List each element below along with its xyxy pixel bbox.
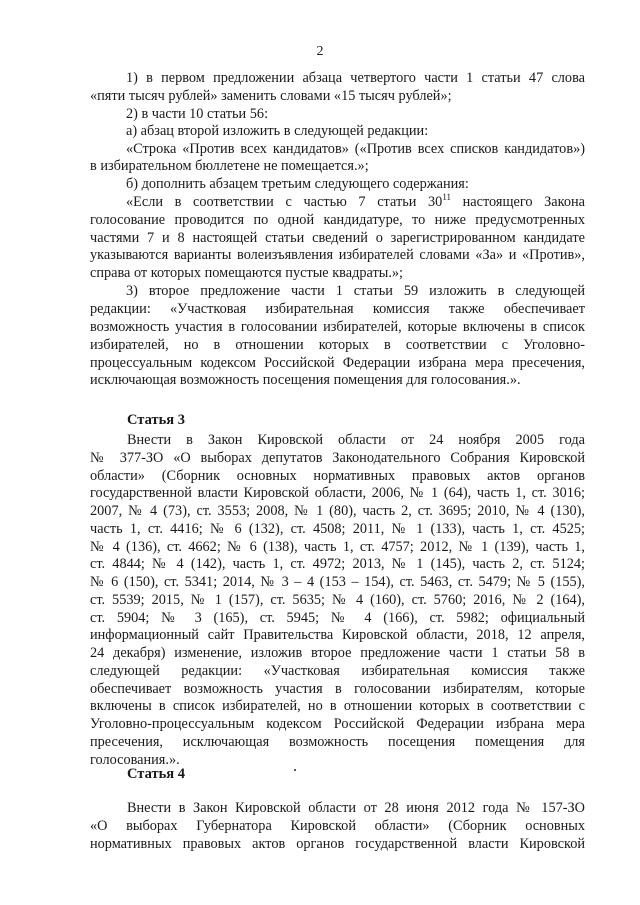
item2-quote2-line5: справа от которых помещаются пустые квадраты.»; — [90, 265, 404, 281]
article3-heading: Статья 3 — [127, 412, 185, 428]
item2-quote2-line1: «Если в соответствии с частью 7 статьи $30^{11}$ настоящего Закона — [126, 192, 585, 210]
text-line: следующей редакции: «Участковая избирательная комиссия также — [90, 662, 585, 679]
text-line: пресечения, исключающая возможность посещения помещения для — [90, 733, 585, 750]
text-line: государственной власти Кировской области, 2006, № 1 (64), часть 1, ст. 3016; — [90, 485, 585, 502]
text-line: ст. 5904; № 3 (165), ст. 5945; № 4 (166), ст. 5982; официальный — [90, 609, 585, 626]
text-line: области» (Сборник основных нормативных правовых актов органов — [90, 467, 585, 484]
item1-line1: 1) в первом предложении абзаца четвертого части 1 статьи 47 слова — [126, 70, 585, 86]
item2-quote2-line4: указываются варианты волеизъявления избирателей словами «За» и «Против», — [90, 247, 585, 263]
article4-heading: Статья 4 — [127, 766, 185, 782]
text-line: «О выборах Губернатора Кировской области» (Сборник основных — [90, 818, 585, 834]
text-line: № 4 (136), ст. 4662; № 6 (138), часть 1, ст. 4757; 2012, № 1 (139), часть 1, — [90, 538, 585, 555]
item3-line5: процессуальным кодексом Российской Федерации избрана мера пресечения, — [90, 355, 585, 371]
item1-line2: «пяти тысяч рублей» заменить словами «15 тысяч рублей»; — [90, 88, 452, 104]
text-line: ст. 4844; № 4 (142), часть 1, ст. 4972; 2013, № 1 (145), часть 2, ст. 5124; — [90, 556, 585, 573]
item2-quote2-line2: голосование проводится по одной кандидатуре, то ниже предусмотренных — [90, 212, 585, 228]
text-line: Внести в Закон Кировской области от 28 июня 2012 года № 157-ЗО — [127, 800, 585, 816]
text-line: Внести в Закон Кировской области от 24 ноября 2005 года — [127, 432, 585, 448]
text-line: включены в список избирателей, но в отношении которых в соответствии с — [90, 698, 585, 715]
item2-sub-a: а) абзац второй изложить в следующей редакции: — [126, 123, 429, 139]
superscript-index: 11 — [442, 192, 451, 203]
text-line: ст. 5539; 2015, № 1 (157), ст. 5635; № 4 (160), ст. 5760; 2016, № 2 (164), — [90, 591, 585, 608]
scan-speck — [294, 769, 296, 771]
text-line: 2007, № 4 (73), ст. 3553; 2008, № 1 (80), часть 2, ст. 3695; 2010, № 4 (130), — [90, 503, 585, 519]
text-line: № 377-ЗО «О выборах депутатов Законодательного Собрания Кировской — [90, 449, 585, 466]
item2-line1: 2) в части 10 статьи 56: — [126, 106, 269, 122]
text-line: часть 1, ст. 4416; № 6 (132), ст. 4508; 2011, № 1 (133), часть 1, ст. 4525; — [90, 520, 585, 537]
item2-quote1-line2: в избирательном бюллетене не помещается.»; — [90, 158, 369, 174]
page-number: 2 — [316, 44, 324, 59]
item3-line6: исключающая возможность посещения помещения для голосования.». — [90, 372, 521, 388]
text-line: 24 декабря) изменение, изложив второе предложение части 1 статьи 58 в — [90, 645, 585, 661]
item3-line2: редакции: «Участковая избирательная комиссия также обеспечивает — [90, 301, 585, 317]
text-line: Уголовно-процессуальным кодексом Российской Федерации избрана мера — [90, 716, 585, 732]
item2-sub-b: б) дополнить абзацем третьим следующего содержания: — [126, 176, 469, 192]
text-line: информационный сайт Правительства Кировской области, 2018, 12 апреля, — [90, 627, 585, 644]
item3-line1: 3) второе предложение части 1 статьи 59 изложить в следующей — [126, 283, 585, 299]
item2-quote2-line3: частями 7 и 8 настоящей статьи сведений о зарегистрированном кандидате — [90, 230, 585, 246]
text-line: нормативных правовых актов органов государственной власти Кировской — [90, 836, 585, 852]
item2-quote1-line1: «Строка «Против всех кандидатов» («Против всех списков кандидатов») — [126, 141, 585, 157]
item3-line3: возможность участия в голосовании избирателей, которые включены в список — [90, 319, 585, 335]
text-line: № 6 (150), ст. 5341; 2014, № 3 – 4 (153 – 154), ст. 5463, ст. 5479; № 5 (155), — [90, 574, 585, 590]
text-line: голосования.». — [90, 751, 180, 768]
text-line: обеспечивает возможность участия в голосовании избирателям, которые — [90, 680, 585, 697]
item3-line4: избирателей, но в отношении которых в соответствии с Уголовно- — [90, 337, 585, 353]
